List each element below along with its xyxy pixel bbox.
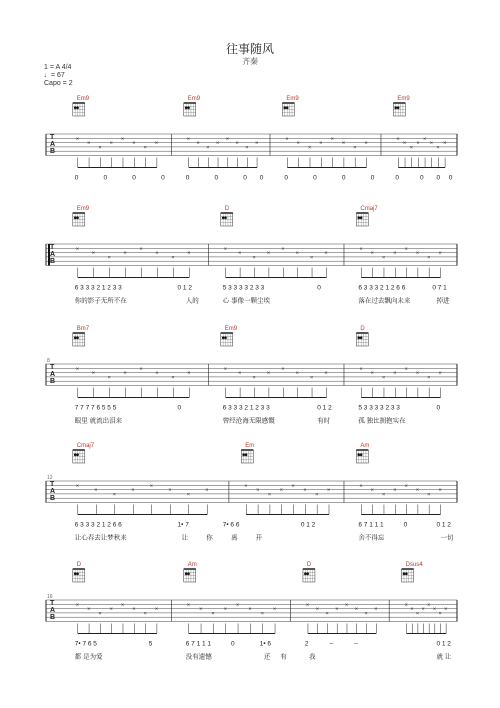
note-mark: × [403,140,407,147]
chord-name: Am [187,562,197,568]
note-mark: × [143,144,147,151]
note-mark: × [132,140,136,147]
tab-clef-letter: B [50,378,56,385]
jianpu-note: 5 3 3 3 3 2 3 3 [222,284,265,292]
lyric-text: 你 [206,534,213,542]
chord-name: D [360,326,365,332]
chord-dot [245,454,248,457]
chord-dot [222,217,225,220]
note-mark: × [404,366,408,373]
lyric-text: 都 是为爱 [74,653,103,661]
jianpu-note: 0 [243,174,247,182]
note-mark: × [211,610,215,617]
chord-dot [74,107,77,110]
chord-dot [74,337,77,340]
lyric-text: 曾经沧海无限感慨 [222,417,275,425]
jianpu-note: 0 [132,174,136,182]
lyric-text: 就 让 [436,653,452,661]
note-mark: × [112,491,116,498]
note-mark: × [266,370,271,377]
note-mark: × [149,483,153,490]
lyric-text: 有时 [317,417,331,425]
note-mark: × [416,140,420,147]
jianpu-note: – [329,640,334,648]
note-mark: × [359,483,363,490]
note-mark: × [109,140,113,147]
note-mark: × [364,610,368,617]
note-mark: × [236,602,240,609]
chord-name: Em9 [286,96,299,102]
jianpu-note: 0 [436,404,441,412]
lyric-text: 心 事像一颗尘埃 [222,297,271,305]
note-mark: × [75,602,79,609]
jianpu-note: 1• 7 [177,521,189,529]
note-mark: × [404,483,408,490]
jianpu-note: 0 1 2 [317,404,332,412]
chord-dot [74,573,77,576]
note-mark: × [415,250,420,257]
note-mark: × [427,254,431,261]
chord-name: D [306,562,312,568]
jianpu-note: 6 3 3 3 2 1 2 3 3 [222,404,270,412]
tab-clef-letter: A [50,371,56,378]
note-mark: × [238,370,242,377]
jianpu-note: 0 [317,284,321,292]
jianpu-note: 1• 6 [259,640,272,648]
note-mark: × [310,374,314,381]
jianpu-note: 0 [403,521,408,529]
jianpu-note: 2 [304,640,309,648]
chord-dot [76,454,79,457]
bar-number: 16 [47,594,53,600]
note-mark: × [87,140,91,147]
note-mark: × [429,140,433,147]
chord-dot [224,337,227,340]
note-mark: × [225,136,230,143]
system-4 [46,443,457,542]
note-mark: × [438,610,442,617]
note-mark: × [295,250,299,257]
chord-dot [357,454,360,457]
chord-name: Bm7 [76,326,90,332]
note-mark: × [415,487,420,494]
jianpu-note: 0 [161,174,165,182]
note-mark: × [187,370,191,377]
chord-dot [357,337,360,340]
note-mark: × [171,254,175,261]
lyric-text: 眼里 就流出泪来 [74,417,123,425]
jianpu-note: 0 [448,174,453,182]
note-mark: × [120,602,125,609]
jianpu-note: 0 [370,174,375,182]
note-mark: × [427,491,431,498]
note-mark: × [266,250,271,257]
jianpu-note: 0 [74,174,79,182]
note-mark: × [354,606,358,613]
note-mark: × [260,610,264,617]
tab-clef-letter: B [50,258,56,265]
chord-dot [405,573,408,576]
note-mark: × [409,144,413,151]
song-artist: 齐秦 [242,57,258,66]
lyric-text: 掉进 [436,297,450,305]
note-mark: × [370,370,374,377]
system-5 [46,562,457,661]
note-mark: × [285,136,289,143]
chord-name: Dsus4 [405,562,423,568]
song-title: 往事随风 [225,42,274,56]
note-mark: × [131,487,135,494]
note-mark: × [206,144,210,151]
chord-dot [185,107,188,110]
note-mark: × [75,366,79,373]
chord-dot [360,337,363,340]
note-mark: × [154,140,159,147]
note-mark: × [281,366,285,373]
jianpu-note: 0 [284,174,289,182]
note-mark: × [255,140,259,147]
note-mark: × [235,140,239,147]
chord-dot [397,107,400,110]
chord-name: Em9 [76,206,90,212]
note-mark: × [370,487,374,494]
jianpu-note: 0 [177,404,182,412]
system-2 [46,206,457,305]
tab-clef-letter: A [50,251,56,258]
note-mark: × [75,483,79,490]
capo: Capo = 2 [44,80,73,87]
note-mark: × [315,606,319,613]
note-mark: × [353,144,357,151]
note-mark: × [252,374,256,381]
chord-name: Em9 [187,96,201,102]
note-mark: × [256,487,260,494]
chord-dot [222,337,225,340]
note-mark: × [423,136,427,143]
note-mark: × [359,246,363,253]
note-mark: × [396,136,400,143]
note-mark: × [374,606,378,613]
note-mark: × [295,370,299,377]
tab-clef-letter: B [50,495,56,502]
note-mark: × [75,246,79,253]
lyric-text: 舍不得忘 [358,534,385,542]
note-mark: × [186,491,190,498]
chord-dot [187,573,190,576]
chord-name: Cmaj7 [360,206,378,212]
note-mark: × [196,140,200,147]
jianpu-note: 7 7 7 7 6 5 5 5 [74,404,117,412]
lyric-text: 一切 [440,534,454,542]
jianpu-note: 0 [436,174,441,182]
note-mark: × [107,254,111,261]
note-mark: × [370,250,374,257]
note-mark: × [324,250,328,257]
system-3 [46,326,457,425]
note-mark: × [154,606,159,613]
note-mark: × [307,144,312,151]
chord-dot [76,107,79,110]
note-mark: × [438,487,442,494]
note-mark: × [291,483,295,490]
note-mark: × [359,366,363,373]
tab-clef-letter: A [50,488,56,495]
note-mark: × [393,250,397,257]
note-mark: × [186,136,190,143]
note-mark: × [98,144,102,151]
chord-dot [286,107,289,110]
note-mark: × [381,491,386,498]
note-mark: × [252,254,256,261]
tab-clef-letter: T [50,244,55,251]
note-mark: × [415,370,420,377]
note-mark: × [107,374,111,381]
jianpu-note: 0 1 2 [300,521,316,529]
jianpu-note: 0 [341,174,346,182]
jianpu-note: 0 [313,174,317,182]
note-mark: × [296,140,300,147]
note-mark: × [187,250,191,257]
tab-clef-letter: B [50,614,56,621]
note-mark: × [310,254,314,261]
jianpu-note: 6 3 3 3 2 1 2 6 6 [358,284,406,292]
tab-clef-letter: A [50,607,56,614]
chord-name: Em9 [76,96,90,102]
tab-clef-letter: T [50,481,55,488]
lyric-text: 没有遗憾 [185,653,212,661]
note-mark: × [335,606,339,613]
note-mark: × [123,250,127,257]
key-signature: 1 = A 4/4 [44,64,72,71]
note-mark: × [123,370,127,377]
jianpu-note: 7• 6 6 [222,521,240,529]
lyric-text: 落在过去飘向未来 [358,297,411,305]
note-mark: × [393,487,397,494]
chord-name: Em [245,443,255,449]
chord-dot [76,337,79,340]
jianpu-note: 5 3 3 3 3 2 3 3 [358,404,400,412]
note-mark: × [410,606,414,613]
note-mark: × [186,602,190,609]
chord-dot [360,454,363,457]
note-mark: × [305,602,310,609]
note-mark: × [432,606,437,613]
note-mark: × [438,250,442,257]
note-mark: × [324,370,328,377]
note-mark: × [364,140,368,147]
chord-dot [394,107,397,110]
note-mark: × [330,136,334,143]
tab-clef-letter: T [50,600,55,607]
note-mark: × [216,140,220,147]
jianpu-note: 0 [230,640,235,648]
bar-number: 12 [47,475,53,481]
jianpu-note: 0 [214,174,219,182]
chord-dot [76,573,79,576]
note-mark: × [427,602,431,609]
note-mark: × [205,487,209,494]
chord-dot [304,573,307,576]
lyric-text: 孤 独比拥抱实在 [358,417,406,425]
note-mark: × [155,370,159,377]
note-mark: × [223,246,227,253]
tab-clef-letter: A [50,141,56,148]
jianpu-note: 0 [185,174,190,182]
note-mark: × [98,610,102,617]
note-mark: × [91,370,95,377]
note-mark: × [344,602,349,609]
note-mark: × [279,487,283,494]
system-1 [46,96,457,182]
lyric-text: 人的 [185,297,199,305]
lyric-text: 还 [263,653,271,661]
note-mark: × [421,606,425,613]
chord-dot [242,454,245,457]
chord-name: Am [360,443,370,449]
note-mark: × [444,606,448,613]
note-mark: × [427,374,431,381]
note-mark: × [443,140,447,147]
note-mark: × [381,374,386,381]
note-mark: × [199,606,203,613]
chord-dot [76,217,79,220]
tempo: ♩= 67 [44,72,65,79]
tab-clef-letter: B [50,148,56,155]
note-mark: × [325,610,329,617]
note-mark: × [436,144,440,151]
note-mark: × [341,140,346,147]
lyric-text: 我 [309,653,316,661]
note-mark: × [75,136,79,143]
note-mark: × [223,366,227,373]
note-mark: × [404,602,408,609]
note-mark: × [404,246,408,253]
tab-clef-letter: T [50,364,55,371]
note-mark: × [238,250,242,257]
note-mark: × [109,606,113,613]
lyric-text: 开 [255,534,263,542]
chord-dot [306,573,309,576]
note-mark: × [132,606,136,613]
chord-dot [224,217,227,220]
jianpu-note: – [354,640,358,648]
note-mark: × [281,246,285,253]
note-mark: × [303,487,307,494]
note-mark: × [267,491,272,498]
chord-name: D [76,562,82,568]
note-mark: × [245,144,249,151]
jianpu-note: 7• 7 6 5 [74,640,97,648]
jianpu-note: 0 1 2 [436,521,451,529]
jianpu-note: 0 [259,174,264,182]
jianpu-note: 6 7 1 1 1 [185,640,212,648]
chord-dot [74,217,77,220]
chord-name: D [224,206,230,212]
jianpu-note: 5 [148,640,153,648]
lyric-text: 有 [280,653,287,661]
note-mark: × [168,487,172,494]
note-mark: × [248,606,252,613]
note-mark: × [139,366,143,373]
lyric-text: 离 [230,534,238,542]
chord-dot [74,454,77,457]
chord-dot [187,107,190,110]
lyric-text: 让 [181,534,189,542]
note-mark: × [171,374,175,381]
jianpu-note: 6 3 3 3 2 1 2 6 6 [74,521,122,529]
jianpu-note: 0 [103,174,108,182]
chord-name: Cmaj7 [76,443,95,449]
jianpu-note: 6 3 3 3 2 1 2 3 3 [74,284,122,292]
chord-dot [185,573,188,576]
chord-dot [360,217,363,220]
note-mark: × [273,606,277,613]
note-mark: × [94,487,98,494]
jianpu-note: 0 1 2 [436,640,451,648]
chord-dot [357,217,360,220]
note-mark: × [415,610,420,617]
jianpu-note: 0 [395,174,399,182]
note-mark: × [244,483,248,490]
note-mark: × [438,370,442,377]
note-mark: × [223,606,227,613]
note-mark: × [315,491,319,498]
note-mark: × [319,140,323,147]
note-mark: × [155,250,159,257]
jianpu-note: 6 7 1 1 1 [358,521,384,529]
jianpu-note: 0 7 1 [432,284,447,292]
chord-dot [403,573,406,576]
note-mark: × [393,370,397,377]
tab-clef-letter: T [50,134,55,141]
bar-number: 8 [47,358,50,364]
chord-name: Em9 [397,96,410,102]
note-mark: × [326,487,331,494]
note-mark: × [143,610,147,617]
chord-dot [283,107,286,110]
jianpu-note: 0 1 2 [177,284,192,292]
lyric-text: 你的影子无所不在 [74,297,127,305]
note-mark: × [91,250,95,257]
lyric-text: 让心春去让梦秋来 [74,534,127,542]
note-mark: × [381,254,386,261]
note-mark: × [87,606,91,613]
chord-name: Em9 [224,326,238,332]
note-mark: × [120,136,125,143]
note-mark: × [139,246,143,253]
jianpu-note: 0 [420,174,424,182]
